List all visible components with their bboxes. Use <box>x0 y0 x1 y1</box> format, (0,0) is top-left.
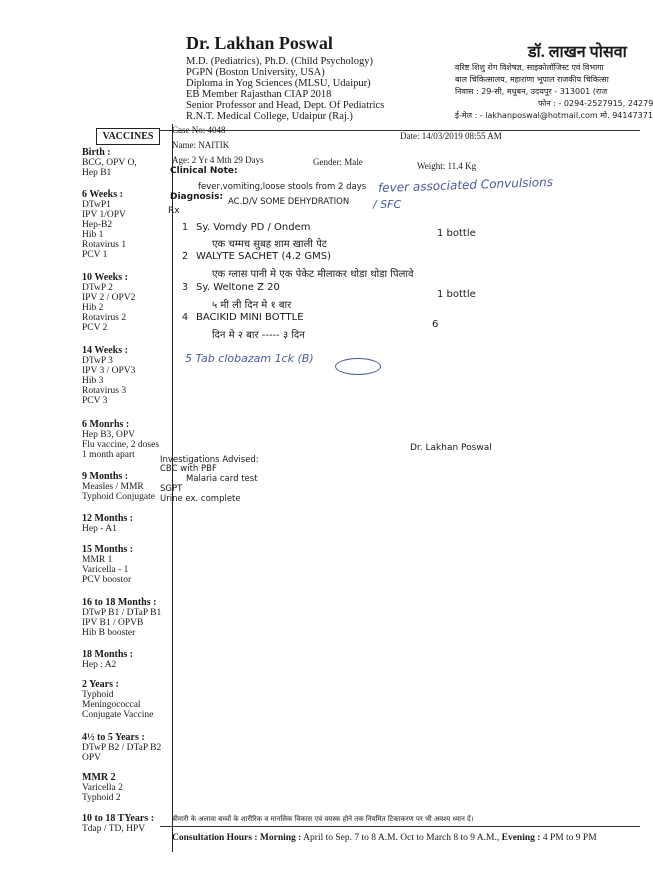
consultation-hours <box>172 833 597 843</box>
vaccine-group-heading: 9 Months : <box>82 471 129 482</box>
vaccine-item: Rotavirus 3 <box>82 386 127 396</box>
vaccine-group <box>82 773 172 803</box>
vaccine-group <box>82 514 172 534</box>
patient-weight: Weight: 11.4 Kg <box>417 161 477 171</box>
vaccine-item: Hep-B2 <box>82 220 113 230</box>
rx-item-2-name: WALYTE SACHET (4.2 GMS) <box>196 251 332 262</box>
vaccine-item: Rotavirus 2 <box>82 313 127 323</box>
vaccine-group-heading: 4½ to 5 Years : <box>82 732 145 743</box>
vaccine-item: Hep B1 <box>82 168 112 178</box>
vaccine-item: DTwP 2 <box>82 283 113 293</box>
vaccine-group <box>82 598 172 638</box>
rx-symbol: Rx <box>168 206 180 216</box>
vaccine-group-heading: Birth : <box>82 147 111 158</box>
vaccine-item: PCV 2 <box>82 323 108 333</box>
qualification-line: PGPN (Boston University, USA) <box>186 67 325 78</box>
vaccine-group-heading: 15 Months : <box>82 544 134 555</box>
footer-divider <box>160 826 640 827</box>
vaccine-item: Hib 2 <box>82 303 104 313</box>
qualification-line: Senior Professor and Head, Dept. Of Pediatrics <box>186 100 385 111</box>
email-line: ई-मेल : - lakhanposwal@hotmail.com मो. 94147371 <box>455 111 653 120</box>
vaccine-item: IPV 3 / OPV3 <box>82 366 136 376</box>
vaccine-item: IPV 2 / OPV2 <box>82 293 136 303</box>
handwritten-clinical-note: fever associated Convulsions <box>377 174 554 196</box>
vaccine-group <box>82 190 172 260</box>
visit-date: Date: 14/03/2019 08:55 AM <box>400 131 502 141</box>
consult-evening: 4 PM to 9 PM <box>540 833 597 843</box>
doctor-name-hindi: डॉ. लाखन पोसवा <box>528 44 627 61</box>
investigations-label: Investigations Advised: <box>160 455 259 465</box>
vaccine-item: Measles / MMR <box>82 482 144 492</box>
consult-morning: April to Sep. 7 to 8 A.M. Oct to March 8 to 9 A.M., <box>301 833 502 843</box>
vaccine-group <box>82 346 172 406</box>
rx-item-4-dosage: दिन मे २ बार ----- ३ दिन <box>212 330 305 341</box>
rx-item-4-number: 4 <box>182 312 189 323</box>
vaccine-item: Varicella 2 <box>82 783 123 793</box>
rx-item-1-qty: 1 bottle <box>437 228 476 239</box>
patient-gender: Gender: Male <box>313 157 363 167</box>
vaccines-label: VACCINES <box>96 128 160 145</box>
vaccine-item: Meningococcal <box>82 700 141 710</box>
rx-item-4-qty: 6 <box>432 319 439 330</box>
vaccine-item: Typhoid 2 <box>82 793 121 803</box>
case-number: Case No: 4048 <box>172 125 226 135</box>
qualification-line: EB Member Rajasthan CIAP 2018 <box>186 89 332 100</box>
doctor-name: Dr. Lakhan Poswal <box>186 33 333 53</box>
vaccine-group <box>82 273 172 333</box>
vaccine-group <box>82 680 172 720</box>
hindi-header-line: वरिष्ट शिशु रोग विशेषज्ञ, साइकोलॉजिस्ट एवं विभागा <box>455 63 604 72</box>
rx-item-4-name: BACIKID MINI BOTTLE <box>196 312 304 323</box>
consult-evening-label: Evening : <box>501 833 541 843</box>
vaccine-item: Typhoid <box>82 690 114 700</box>
qualification-line: R.N.T. Medical College, Udaipur (Raj.) <box>186 111 353 122</box>
vaccine-group <box>82 148 172 178</box>
qualification-line: Diploma in Yog Sciences (MLSU, Udaipur) <box>186 78 371 89</box>
vaccine-group-heading: 18 Months : <box>82 649 134 660</box>
vaccine-item: PCV boostor <box>82 575 132 585</box>
vaccine-group-heading: 10 Weeks : <box>82 272 128 283</box>
vaccine-item: Hep : A2 <box>82 660 117 670</box>
vaccine-item: BCG, OPV O, <box>82 158 137 168</box>
vaccine-group-heading: MMR 2 <box>82 772 116 783</box>
vaccine-item: IPV 1/OPV <box>82 210 126 220</box>
vaccine-item: PCV 1 <box>82 250 108 260</box>
vaccine-group <box>82 420 172 460</box>
vaccine-group-heading: 6 Weeks : <box>82 189 123 200</box>
vaccine-item: Conjugate Vaccine <box>82 710 154 720</box>
hindi-header-line: बाल चिकित्सालय, महाराणा भूपाल राजकीय चिकित्सा <box>455 75 609 84</box>
investigation-item: Malaria card test <box>186 474 258 484</box>
patient-age: Age: 2 Yr 4 Mth 29 Days <box>172 155 264 165</box>
vaccine-item: DTwP B1 / DTaP B1 <box>82 608 162 618</box>
rx-item-2-number: 2 <box>182 251 189 262</box>
handwritten-diagnosis: / SFC <box>373 198 402 211</box>
investigation-item: SGPT <box>160 484 183 494</box>
vaccine-item: OPV <box>82 753 102 763</box>
vaccine-item: Rotavirus 1 <box>82 240 127 250</box>
vaccine-item: Flu vaccine, 2 doses <box>82 440 160 450</box>
vaccine-item: IPV B1 / OPVB <box>82 618 144 628</box>
vaccine-item: Hib 1 <box>82 230 104 240</box>
phone-line: फोन : - 0294-2527915, 24279 <box>538 99 653 108</box>
vaccine-item: DTwP1 <box>82 200 111 210</box>
vaccine-group-heading: 2 Years : <box>82 679 119 690</box>
rx-item-3-name: Sy. Weltone Z 20 <box>196 282 280 293</box>
vaccine-item: MMR 1 <box>82 555 113 565</box>
vaccine-item: Hep B3, OPV <box>82 430 136 440</box>
rx-item-3-qty: 1 bottle <box>437 289 476 300</box>
vaccine-group-heading: 6 Monrhs : <box>82 419 130 430</box>
vaccine-item: PCV 3 <box>82 396 108 406</box>
vaccine-item: 1 month apart <box>82 450 135 460</box>
clinical-note-text: fever,vomiting,loose stools from 2 days <box>198 182 367 192</box>
investigation-item: CBC with PBF <box>160 464 217 474</box>
vaccine-item: DTwP B2 / DTaP B2 <box>82 743 162 753</box>
handwritten-circle <box>335 358 381 375</box>
rx-item-3-dosage: ५ मी ली दिन मे १ बार <box>212 300 292 311</box>
patient-name: Name: NAITIK <box>172 140 230 150</box>
vaccine-group <box>82 545 172 585</box>
vaccine-item: Hib B booster <box>82 628 136 638</box>
vaccine-item: DTwP 3 <box>82 356 113 366</box>
vaccine-group-heading: 16 to 18 Months : <box>82 597 157 608</box>
consult-label: Consultation Hours : Morning : <box>172 833 302 843</box>
doctor-signature: Dr. Lakhan Poswal <box>410 443 492 453</box>
vaccine-group <box>82 733 172 763</box>
investigation-item: Urine ex. complete <box>160 494 241 504</box>
vaccine-group-heading: 10 to 18 TYears : <box>82 813 155 824</box>
rx-item-1-number: 1 <box>182 222 189 233</box>
qualification-line: M.D. (Pediatrics), Ph.D. (Child Psychology) <box>186 56 373 67</box>
rx-item-1-dosage: एक चम्मच सुबह शाम खाली पेट <box>212 239 327 250</box>
vaccine-item: Tdap / TD, HPV <box>82 824 146 834</box>
rx-item-3-number: 3 <box>182 282 189 293</box>
hindi-header-line: निवास : 29-सी, मधुबन, उदयपुर - 313001 (राज <box>455 87 608 96</box>
diagnosis-label: Diagnosis: <box>170 192 224 202</box>
footer-hindi-note: बीमारी के अलावा बच्चों के शारीरिक व मानसिक विकास एवं वयस्क होने तक नियमित टिकाकरण पर भी अवश्य ध्यान दें। <box>172 815 474 823</box>
rx-item-2-dosage: एक ग्लास पानी मे एक पेकेट मीलाकर थोडा थोडा पिलावे <box>212 269 414 280</box>
diagnosis-text: AC.D/V SOME DEHYDRATION <box>228 197 350 207</box>
vaccine-item: Varicella - 1 <box>82 565 129 575</box>
handwritten-prescription: 5 Tab clobazam 1ck (B) <box>185 352 314 365</box>
rx-item-1-name: Sy. Vomdy PD / Ondem <box>196 222 311 233</box>
vaccine-group <box>82 472 172 502</box>
vaccine-item: Hep - A1 <box>82 524 117 534</box>
vaccine-group <box>82 814 172 834</box>
vaccine-item: Hib 3 <box>82 376 104 386</box>
vaccine-item: Typhoid Conjugate <box>82 492 155 502</box>
vaccine-group-heading: 14 Weeks : <box>82 345 128 356</box>
vaccine-group <box>82 650 172 670</box>
vaccine-group-heading: 12 Months : <box>82 513 134 524</box>
clinical-note-label: Clinical Note: <box>170 166 238 176</box>
